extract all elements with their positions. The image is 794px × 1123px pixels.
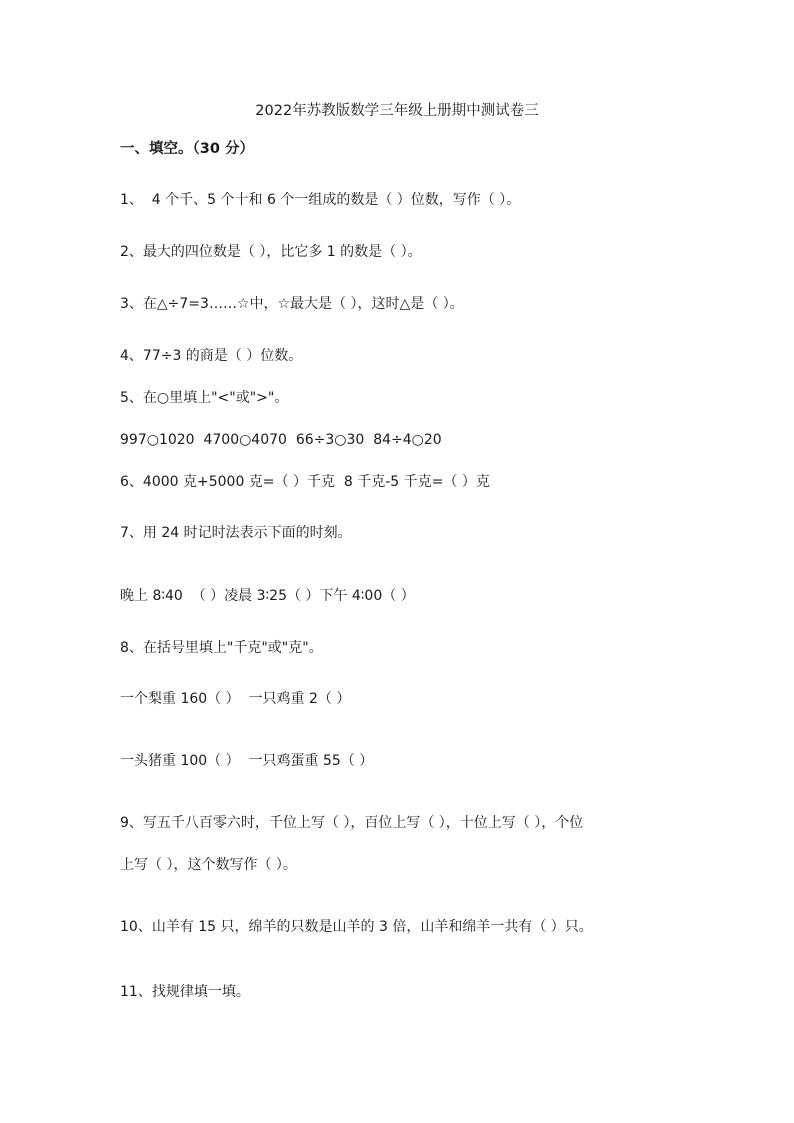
question-9: 9、写五千八百零六时，千位上写（ ），百位上写（ ），十位上写（ ），个位	[120, 815, 584, 831]
question-8-items-row-2: 一头猪重 100（ ） 一只鸡蛋重 55（ ）	[120, 753, 374, 769]
document-title: 2022年苏教版数学三年级上册期中测试卷三	[255, 103, 539, 119]
question-11: 11、找规律填一填。	[120, 984, 250, 1000]
question-6: 6、4000 克+5000 克=（ ）千克 8 千克-5 千克=（ ）克	[120, 474, 490, 490]
question-10: 10、山羊有 15 只，绵羊的只数是山羊的 3 倍，山羊和绵羊一共有（ ）只。	[120, 919, 593, 935]
question-5-items: 997○1020 4700○4070 66÷3○30 84÷4○20	[120, 432, 442, 448]
question-8: 8、在括号里填上"千克"或"克"。	[120, 640, 323, 656]
question-5: 5、在○里填上"<"或">"。	[120, 390, 289, 406]
question-7: 7、用 24 时记时法表示下面的时刻。	[120, 525, 352, 541]
question-9-continued: 上写（ ），这个数写作（ ）。	[120, 857, 297, 873]
question-1: 1、 4 个千、5 个十和 6 个一组成的数是（ ）位数，写作（ ）。	[120, 192, 521, 208]
question-8-items-row-1: 一个梨重 160（ ） 一只鸡重 2（ ）	[120, 691, 351, 707]
question-2: 2、最大的四位数是（ ），比它多 1 的数是（ ）。	[120, 244, 422, 260]
question-4: 4、77÷3 的商是（ ）位数。	[120, 348, 303, 364]
section-heading-fill-in: 一、填空。（30 分）	[120, 141, 254, 157]
question-3: 3、在△÷7=3……☆中，☆最大是（ ），这时△是（ ）。	[120, 296, 464, 312]
question-7-items: 晚上 8∶40 （ ）凌晨 3∶25（ ）下午 4∶00（ ）	[120, 588, 415, 604]
